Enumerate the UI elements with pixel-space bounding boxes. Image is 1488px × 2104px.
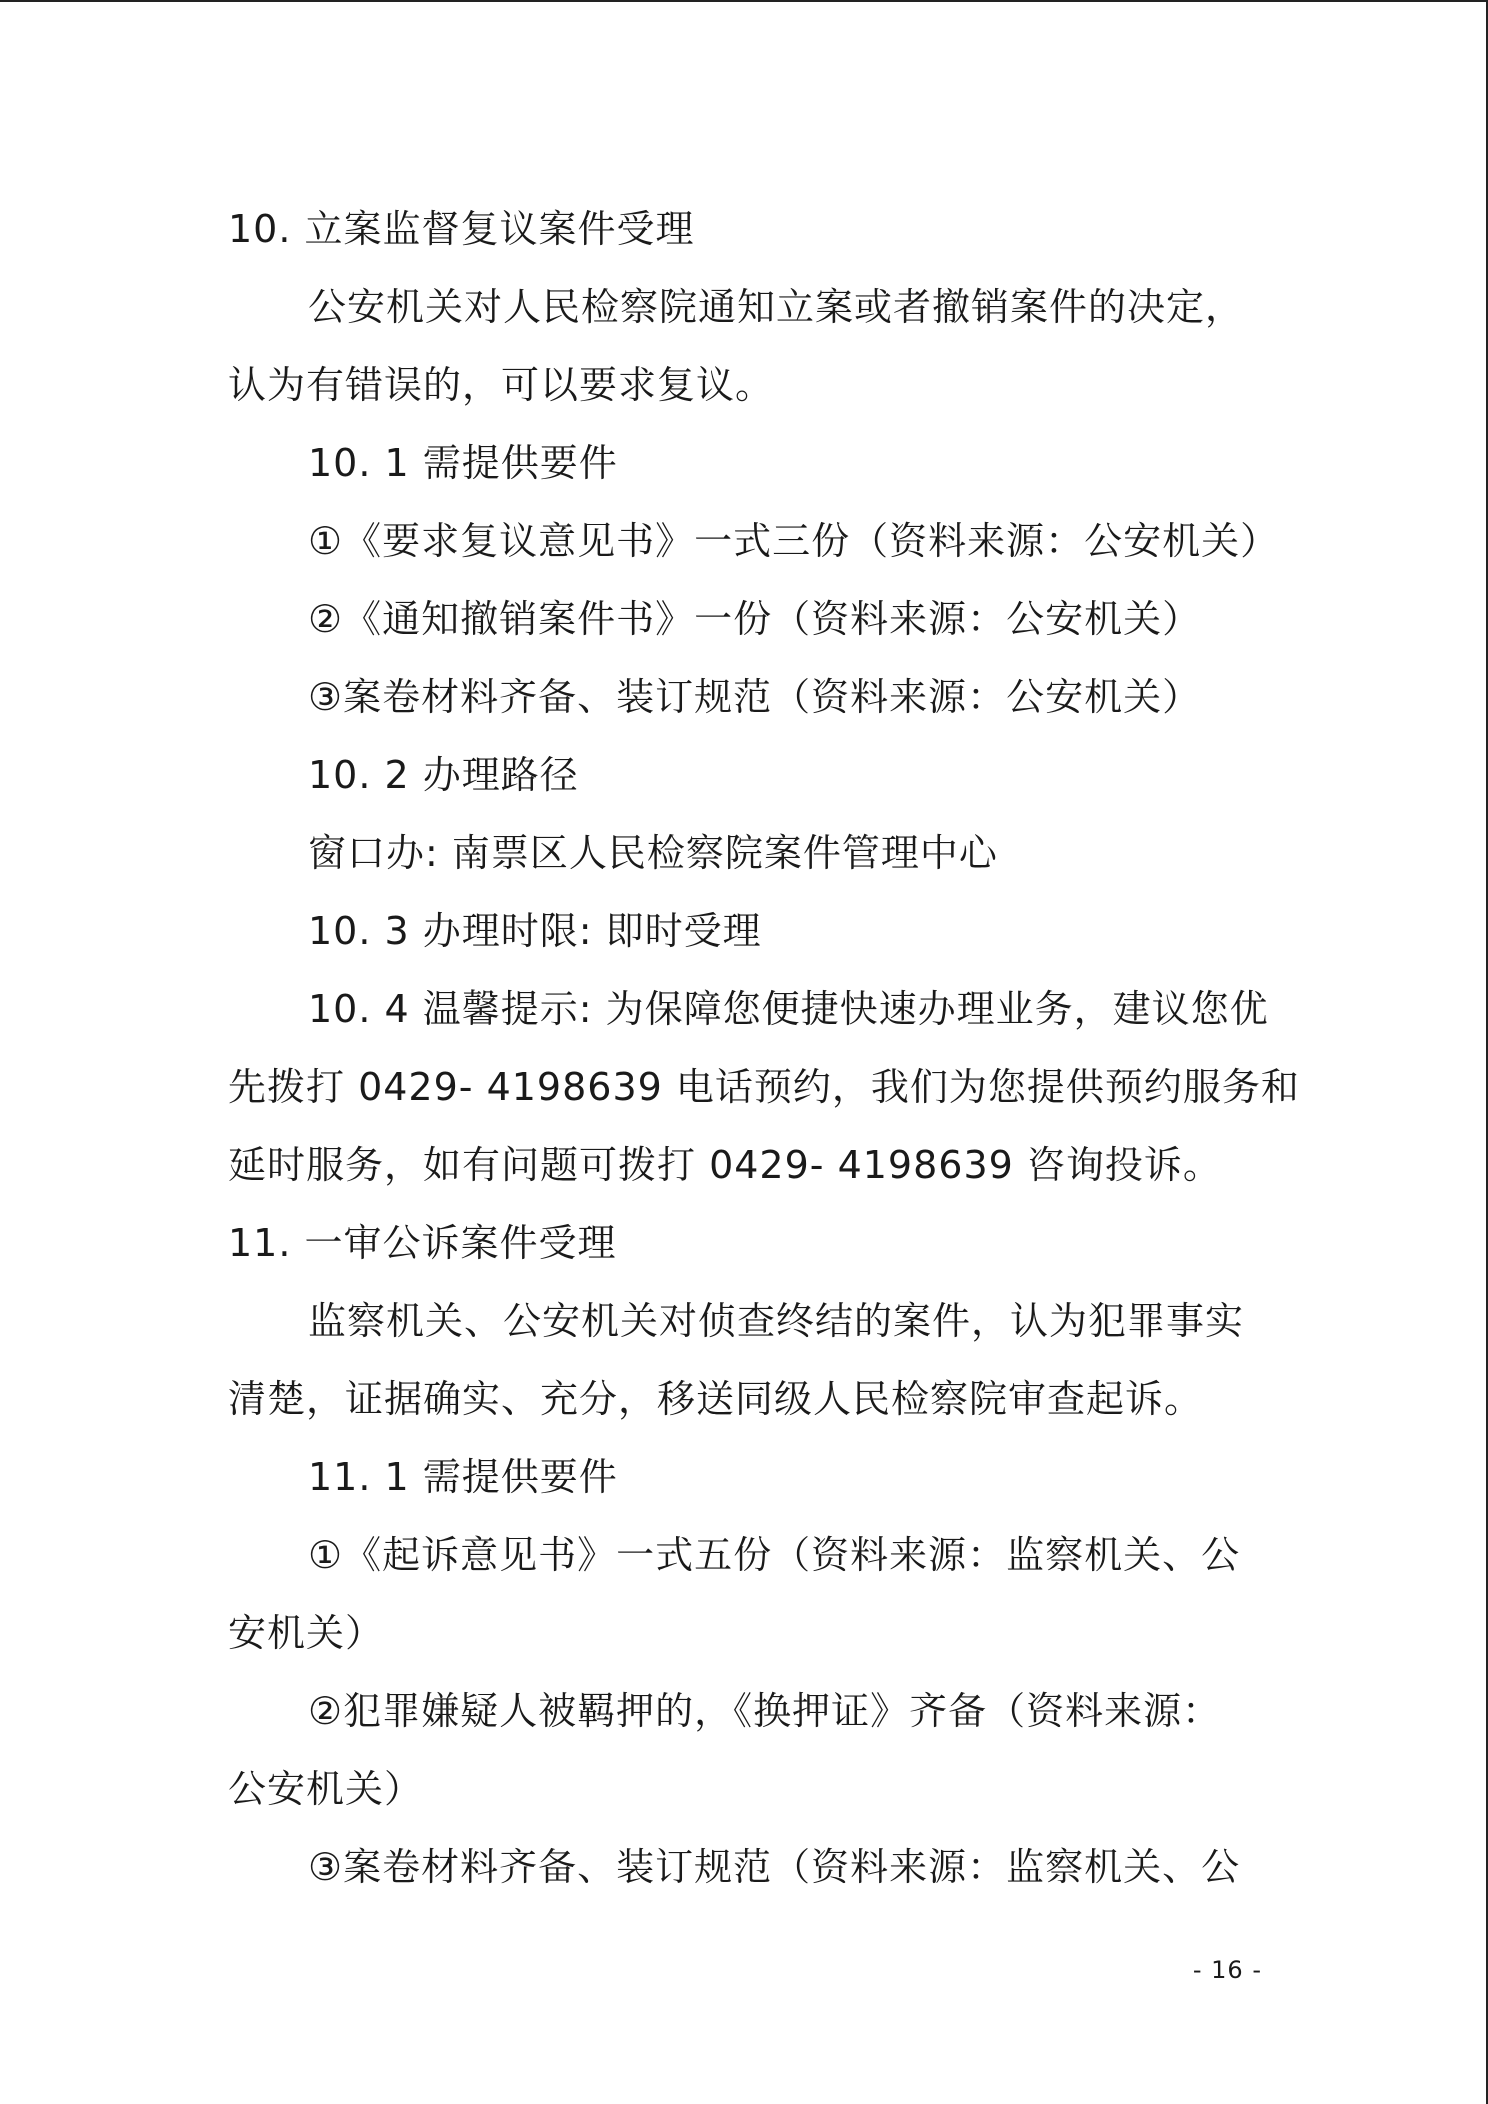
list-item-continuation: 公安机关）	[228, 1767, 424, 1811]
subsection-heading-11-1: 11. 1 需提供要件	[308, 1455, 618, 1499]
list-item: ①《要求复议意见书》一式三份（资料来源：公安机关）	[308, 519, 1280, 563]
section-heading-11: 11. 一审公诉案件受理	[228, 1221, 617, 1265]
list-item: ②犯罪嫌疑人被羁押的，《换押证》齐备（资料来源：	[308, 1689, 1222, 1733]
paragraph-line: 监察机关、公安机关对侦查终结的案件，认为犯罪事实	[308, 1299, 1245, 1343]
list-item: ①《起诉意见书》一式五份（资料来源：监察机关、公	[308, 1533, 1241, 1577]
paragraph-line: 公安机关对人民检察院通知立案或者撤销案件的决定，	[308, 285, 1245, 329]
document-body	[228, 190, 1300, 1906]
paragraph-line: 认为有错误的，可以要求复议。	[228, 363, 775, 407]
subsection-heading-10-4: 10. 4 温馨提示: 为保障您便捷快速办理业务，建议您优	[308, 987, 1269, 1031]
list-item: ③案卷材料齐备、装订规范（资料来源：公安机关）	[308, 675, 1202, 719]
paragraph-line: 先拨打 0429- 4198639 电话预约，我们为您提供预约服务和	[228, 1065, 1300, 1109]
section-heading-10: 10. 立案监督复议案件受理	[228, 207, 695, 251]
paragraph-line: 窗口办: 南票区人民检察院案件管理中心	[308, 831, 998, 875]
page-number: - 16 -	[1192, 1956, 1262, 1984]
subsection-heading-10-1: 10. 1 需提供要件	[308, 441, 618, 485]
subsection-heading-10-3: 10. 3 办理时限: 即时受理	[308, 909, 762, 953]
list-item-continuation: 安机关）	[228, 1611, 385, 1655]
paragraph-line: 清楚，证据确实、充分，移送同级人民检察院审查起诉。	[228, 1377, 1204, 1421]
list-item: ②《通知撤销案件书》一份（资料来源：公安机关）	[308, 597, 1202, 641]
subsection-heading-10-2: 10. 2 办理路径	[308, 753, 579, 797]
paragraph-line: 延时服务，如有问题可拨打 0429- 4198639 咨询投诉。	[228, 1143, 1222, 1187]
list-item: ③案卷材料齐备、装订规范（资料来源：监察机关、公	[308, 1845, 1241, 1889]
